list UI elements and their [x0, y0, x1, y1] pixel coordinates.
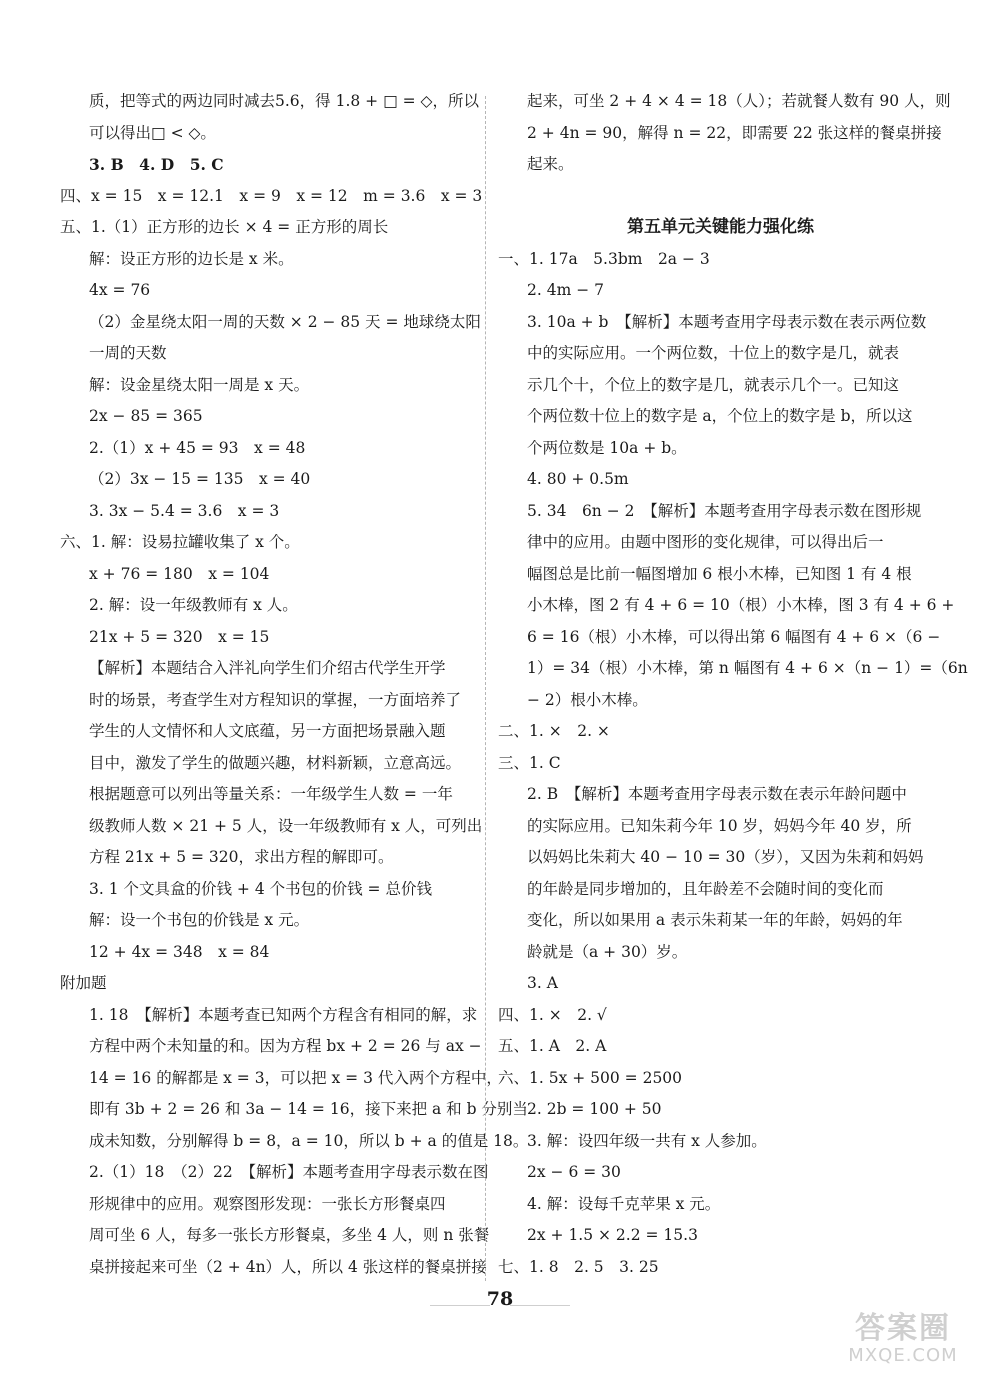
text-line: 3. 3x − 5.4 = 3.6 x = 3 [89, 501, 280, 520]
text-line: 3. 1 个文具盒的价钱 + 4 个书包的价钱 = 总价钱 [89, 879, 432, 898]
text-line: 解：设金星绕太阳一周是 x 天。 [89, 375, 310, 394]
text-line: 2. B 【解析】本题考查用字母表示数在表示年龄问题中 [527, 785, 907, 803]
column-divider [485, 96, 486, 1281]
text-line: 一、1. 17a 5.3bm 2a − 3 [498, 249, 710, 268]
text-line: 2.（1）x + 45 = 93 x = 48 [89, 438, 306, 457]
text-line: 6 = 16（根）小木棒，可以得出第 6 幅图有 4 + 6 ×（6 − [527, 627, 941, 646]
text-line: 21x + 5 = 320 x = 15 [89, 627, 270, 646]
text-line: 五、1.（1）正方形的边长 × 4 = 正方形的周长 [60, 218, 389, 236]
text-line: 可以得出□ < ◇。 [89, 123, 216, 142]
text-line: 根据题意可以列出等量关系：一年级学生人数 = 一年 [89, 785, 453, 803]
text-line: 2. 2b = 100 + 50 [527, 1100, 662, 1118]
text-line: 2. 4m − 7 [527, 281, 604, 299]
text-line: 12 + 4x = 348 x = 84 [89, 942, 270, 961]
text-line: 周可坐 6 人，每多一张长方形餐桌，多坐 4 人，则 n 张餐 [89, 1226, 490, 1244]
text-line: 的实际应用。已知朱莉今年 10 岁，妈妈今年 40 岁，所 [527, 816, 912, 835]
text-line: 四、x = 15 x = 12.1 x = 9 x = 12 m = 3.6 x = 3 [60, 186, 483, 205]
text-line: 解：设正方形的边长是 x 米。 [89, 249, 294, 268]
left-column [60, 86, 529, 1283]
text-line: 2 + 4n = 90，解得 n = 22，即需要 22 张这样的餐桌拼接 [527, 123, 942, 142]
text-line: 的年龄是同步增加的，且年龄差不会随时间的变化而 [527, 879, 884, 898]
text-line: 六、1. 5x + 500 = 2500 [498, 1068, 683, 1087]
text-line: 小木棒，图 2 有 4 + 6 = 10（根）小木棒，图 3 有 4 + 6 + [527, 596, 955, 614]
text-line: 六、1. 解：设易拉罐收集了 x 个。 [60, 533, 300, 551]
text-line: 2x − 6 = 30 [527, 1163, 621, 1181]
text-line: 学生的人文情怀和人文底蕴，另一方面把场景融入题 [89, 722, 446, 740]
text-line: 4x = 76 [89, 281, 151, 299]
text-line: 中的实际应用。一个两位数，十位上的数字是几，就表 [527, 344, 900, 362]
text-line: 【解析】本题结合入泮礼向学生们介绍古代学生开学 [89, 659, 446, 677]
text-line: 七、1. 8 2. 5 3. 25 [498, 1257, 659, 1276]
text-line: 方程 21x + 5 = 320，求出方程的解即可。 [89, 848, 394, 866]
text-line: 变化，所以如果用 a 表示朱莉某一年的年龄，妈妈的年 [527, 911, 903, 929]
text-line: 桌拼接起来可坐（2 + 4n）人，所以 4 张这样的餐桌拼接 [89, 1257, 487, 1276]
text-line: 1）= 34（根）小木棒，第 n 幅图有 4 + 6 ×（n − 1）=（6n [527, 659, 968, 677]
text-line: 解：设一个书包的价钱是 x 元。 [89, 911, 310, 929]
text-line: 2x + 1.5 × 2.2 = 15.3 [527, 1226, 698, 1244]
text-line: 3. A [527, 974, 558, 992]
text-line: 四、1. × 2. √ [498, 1005, 607, 1024]
text-line: 14 = 16 的解都是 x = 3，可以把 x = 3 代入两个方程中， [89, 1068, 502, 1087]
text-line: 三、1. C [498, 753, 561, 772]
text-line: 目中，激发了学生的做题兴趣，材料新颖，立意高远。 [89, 753, 462, 772]
section-heading: 第五单元关键能力强化练 [627, 217, 814, 237]
text-line: 二、1. × 2. × [498, 722, 610, 740]
text-line: 示几个十，个位上的数字是几，就表示几个一。已知这 [527, 375, 900, 394]
text-line: 附加题 [60, 974, 107, 992]
text-line: 4. 80 + 0.5m [527, 470, 629, 488]
watermark [828, 1312, 978, 1368]
text-line: 时的场景，考查学生对方程知识的掌握，一方面培养了 [89, 690, 462, 709]
text-line: 起来。 [527, 155, 574, 173]
text-line: 2.（1）18 （2）22 【解析】本题考查用字母表示数在图 [89, 1163, 489, 1181]
text-line: 以妈妈比朱莉大 40 − 10 = 30（岁），又因为朱莉和妈妈 [527, 848, 924, 866]
watermark-url: MXQE.COM [848, 1345, 958, 1366]
text-line: 5. 34 6n − 2 【解析】本题考查用字母表示数在图形规 [527, 501, 922, 520]
text-line: 即有 3b + 2 = 26 和 3a − 14 = 16，接下来把 a 和 b 分别当 [89, 1100, 528, 1118]
text-line: 个两位数十位上的数字是 a，个位上的数字是 b，所以这 [527, 407, 913, 425]
text-line: 幅图总是比前一幅图增加 6 根小木棒，已知图 1 有 4 根 [527, 564, 912, 583]
watermark-logo-text: 答案圈 [855, 1311, 951, 1346]
text-line: 形规律中的应用。观察图形发现：一张长方形餐桌四 [89, 1194, 446, 1213]
text-line: 3. B 4. D 5. C [89, 155, 224, 174]
text-line: 3. 解：设四年级一共有 x 人参加。 [527, 1131, 767, 1150]
text-line: 一周的天数 [89, 344, 167, 362]
text-line: 五、1. A 2. A [498, 1037, 607, 1055]
text-line: （2）3x − 15 = 135 x = 40 [89, 470, 311, 488]
text-line: 成未知数，分别解得 b = 8，a = 10，所以 b + a 的值是 18。 [89, 1131, 529, 1150]
text-line [498, 181, 943, 213]
text-line: 律中的应用。由题中图形的变化规律，可以得出后一 [527, 533, 884, 551]
text-line: 3. 10a + b 【解析】本题考查用字母表示数在表示两位数 [527, 312, 927, 331]
page-number: 78 [486, 1288, 514, 1310]
right-column [498, 86, 968, 1283]
text-line: 方程中两个未知量的和。因为方程 bx + 2 = 26 与 ax − [89, 1037, 482, 1055]
text-line: 个两位数是 10a + b。 [527, 438, 687, 457]
text-line: 1. 18 【解析】本题考查已知两个方程含有相同的解，求 [89, 1005, 478, 1024]
text-line: 2. 解：设一年级教师有 x 人。 [89, 596, 298, 614]
text-line: 2x − 85 = 365 [89, 407, 203, 425]
text-line: x + 76 = 180 x = 104 [89, 564, 270, 583]
text-line: 起来，可坐 2 + 4 × 4 = 18（人）；若就餐人数有 90 人，则 [527, 92, 951, 110]
text-line: − 2）根小木棒。 [527, 690, 648, 709]
text-line: 质，把等式的两边同时减去5.6，得 1.8 + □ = ◇，所以 [89, 92, 479, 110]
text-line: 龄就是（a + 30）岁。 [527, 942, 688, 961]
text-line: 4. 解：设每千克苹果 x 元。 [527, 1194, 721, 1213]
text-line: （2）金星绕太阳一周的天数 × 2 − 85 天 = 地球绕太阳 [89, 312, 481, 331]
text-line: 级教师人数 × 21 + 5 人，设一年级教师有 x 人，可列出 [89, 816, 483, 835]
